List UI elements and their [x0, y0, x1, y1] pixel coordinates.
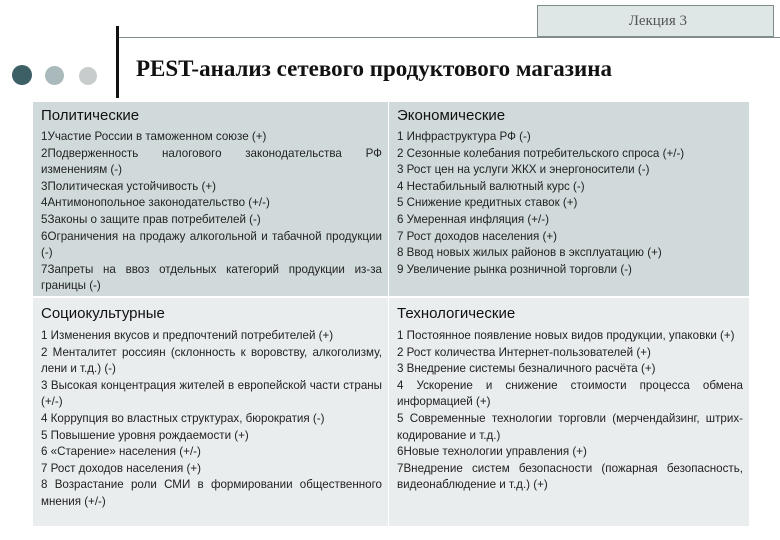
list-item: 3 Внедрение системы безналичного расчёта (+)	[397, 362, 656, 376]
pest-list-economic	[397, 129, 743, 278]
list-item: 4 Нестабильный валютный курс (-)	[397, 179, 585, 193]
list-item: 4Антимонопольное законодательство (+/-)	[41, 196, 270, 210]
header-divider	[118, 37, 780, 38]
pest-cell-political	[33, 102, 389, 298]
list-item: 2Подверженность налогового законодательства РФ изменениям (-)	[41, 146, 382, 177]
pest-list-sociocultural	[41, 328, 382, 511]
list-item: 6 «Старение» населения (+/-)	[41, 445, 201, 459]
list-item: 3 Рост цен на услуги ЖКХ и энергоносители (-)	[397, 163, 650, 177]
list-item: 5 Снижение кредитных ставок (+)	[397, 196, 578, 210]
lecture-label-box	[537, 5, 774, 37]
pest-heading-technological: Технологические	[397, 305, 516, 322]
pest-heading-sociocultural: Социокультурные	[41, 305, 165, 322]
pest-cell-sociocultural	[33, 298, 389, 528]
list-item: 8 Ввод новых жилых районов в эксплуатацию (+)	[397, 246, 662, 260]
pest-heading-economic: Экономические	[397, 107, 506, 124]
lecture-label: Лекция 3	[628, 12, 687, 29]
title-accent-bar	[116, 26, 119, 98]
list-item: 4 Ускорение и снижение стоимости процесса обмена информацией (+)	[397, 378, 743, 409]
list-item: 8 Возрастание роли СМИ в формировании общественного мнения (+/-)	[41, 478, 382, 508]
decor-dot-dark	[12, 65, 32, 85]
list-item: 9 Увеличение рынка розничной торговли (-)	[397, 262, 632, 276]
list-item: 3 Высокая концентрация жителей в европейской части страны (+/-)	[41, 378, 382, 409]
list-item: 7Запреты на ввоз отдельных категорий продукции из-за границы (-)	[41, 262, 382, 293]
list-item: 7Внедрение систем безопасности (пожарная безопасность, видеонаблюдение и т.д.) (+)	[397, 461, 743, 492]
list-item: 5Законы о защите прав потребителей (-)	[41, 212, 261, 226]
list-item: 2 Менталитет россиян (склонность к воровству, алкоголизму, лени и т.д.) (-)	[41, 345, 382, 376]
list-item: 6 Умеренная инфляция (+/-)	[397, 212, 549, 226]
decor-dot-medium	[45, 66, 64, 85]
pest-list-political	[41, 129, 382, 295]
list-item: 2 Рост количества Интернет-пользователей (+)	[397, 345, 651, 359]
pest-cell-technological	[389, 298, 750, 528]
list-item: 6Новые технологии управления (+)	[397, 445, 587, 459]
pest-table	[33, 102, 750, 528]
list-item: 4 Коррупция во властных структурах, бюрократия (-)	[41, 411, 325, 425]
list-item: 1 Изменения вкусов и предпочтений потребителей (+)	[41, 329, 334, 342]
pest-heading-political: Политические	[41, 107, 140, 124]
list-item: 2 Сезонные колебания потребительского спроса (+/-)	[397, 146, 685, 160]
list-item: 1 Инфраструктура РФ (-)	[397, 130, 531, 143]
list-item: 1 Постоянное появление новых видов продукции, упаковки (+)	[397, 329, 735, 342]
list-item: 7 Рост доходов населения (+)	[41, 461, 201, 475]
decor-dot-light	[79, 67, 97, 85]
pest-cell-economic	[389, 102, 750, 298]
list-item: 6Ограничения на продажу алкогольной и табачной продукции (-)	[41, 229, 382, 260]
pest-list-technological	[397, 328, 743, 494]
list-item: 3Политическая устойчивость (+)	[41, 179, 216, 193]
list-item: 5 Повышение уровня рождаемости (+)	[41, 428, 249, 442]
slide-title: PEST-анализ сетевого продуктового магазина	[136, 56, 613, 81]
list-item: 1Участие России в таможенном союзе (+)	[41, 130, 267, 143]
list-item: 5 Современные технологии торговли (мерчендайзинг, штрих-кодирование и т.д.)	[397, 411, 743, 442]
list-item: 7 Рост доходов населения (+)	[397, 229, 557, 243]
